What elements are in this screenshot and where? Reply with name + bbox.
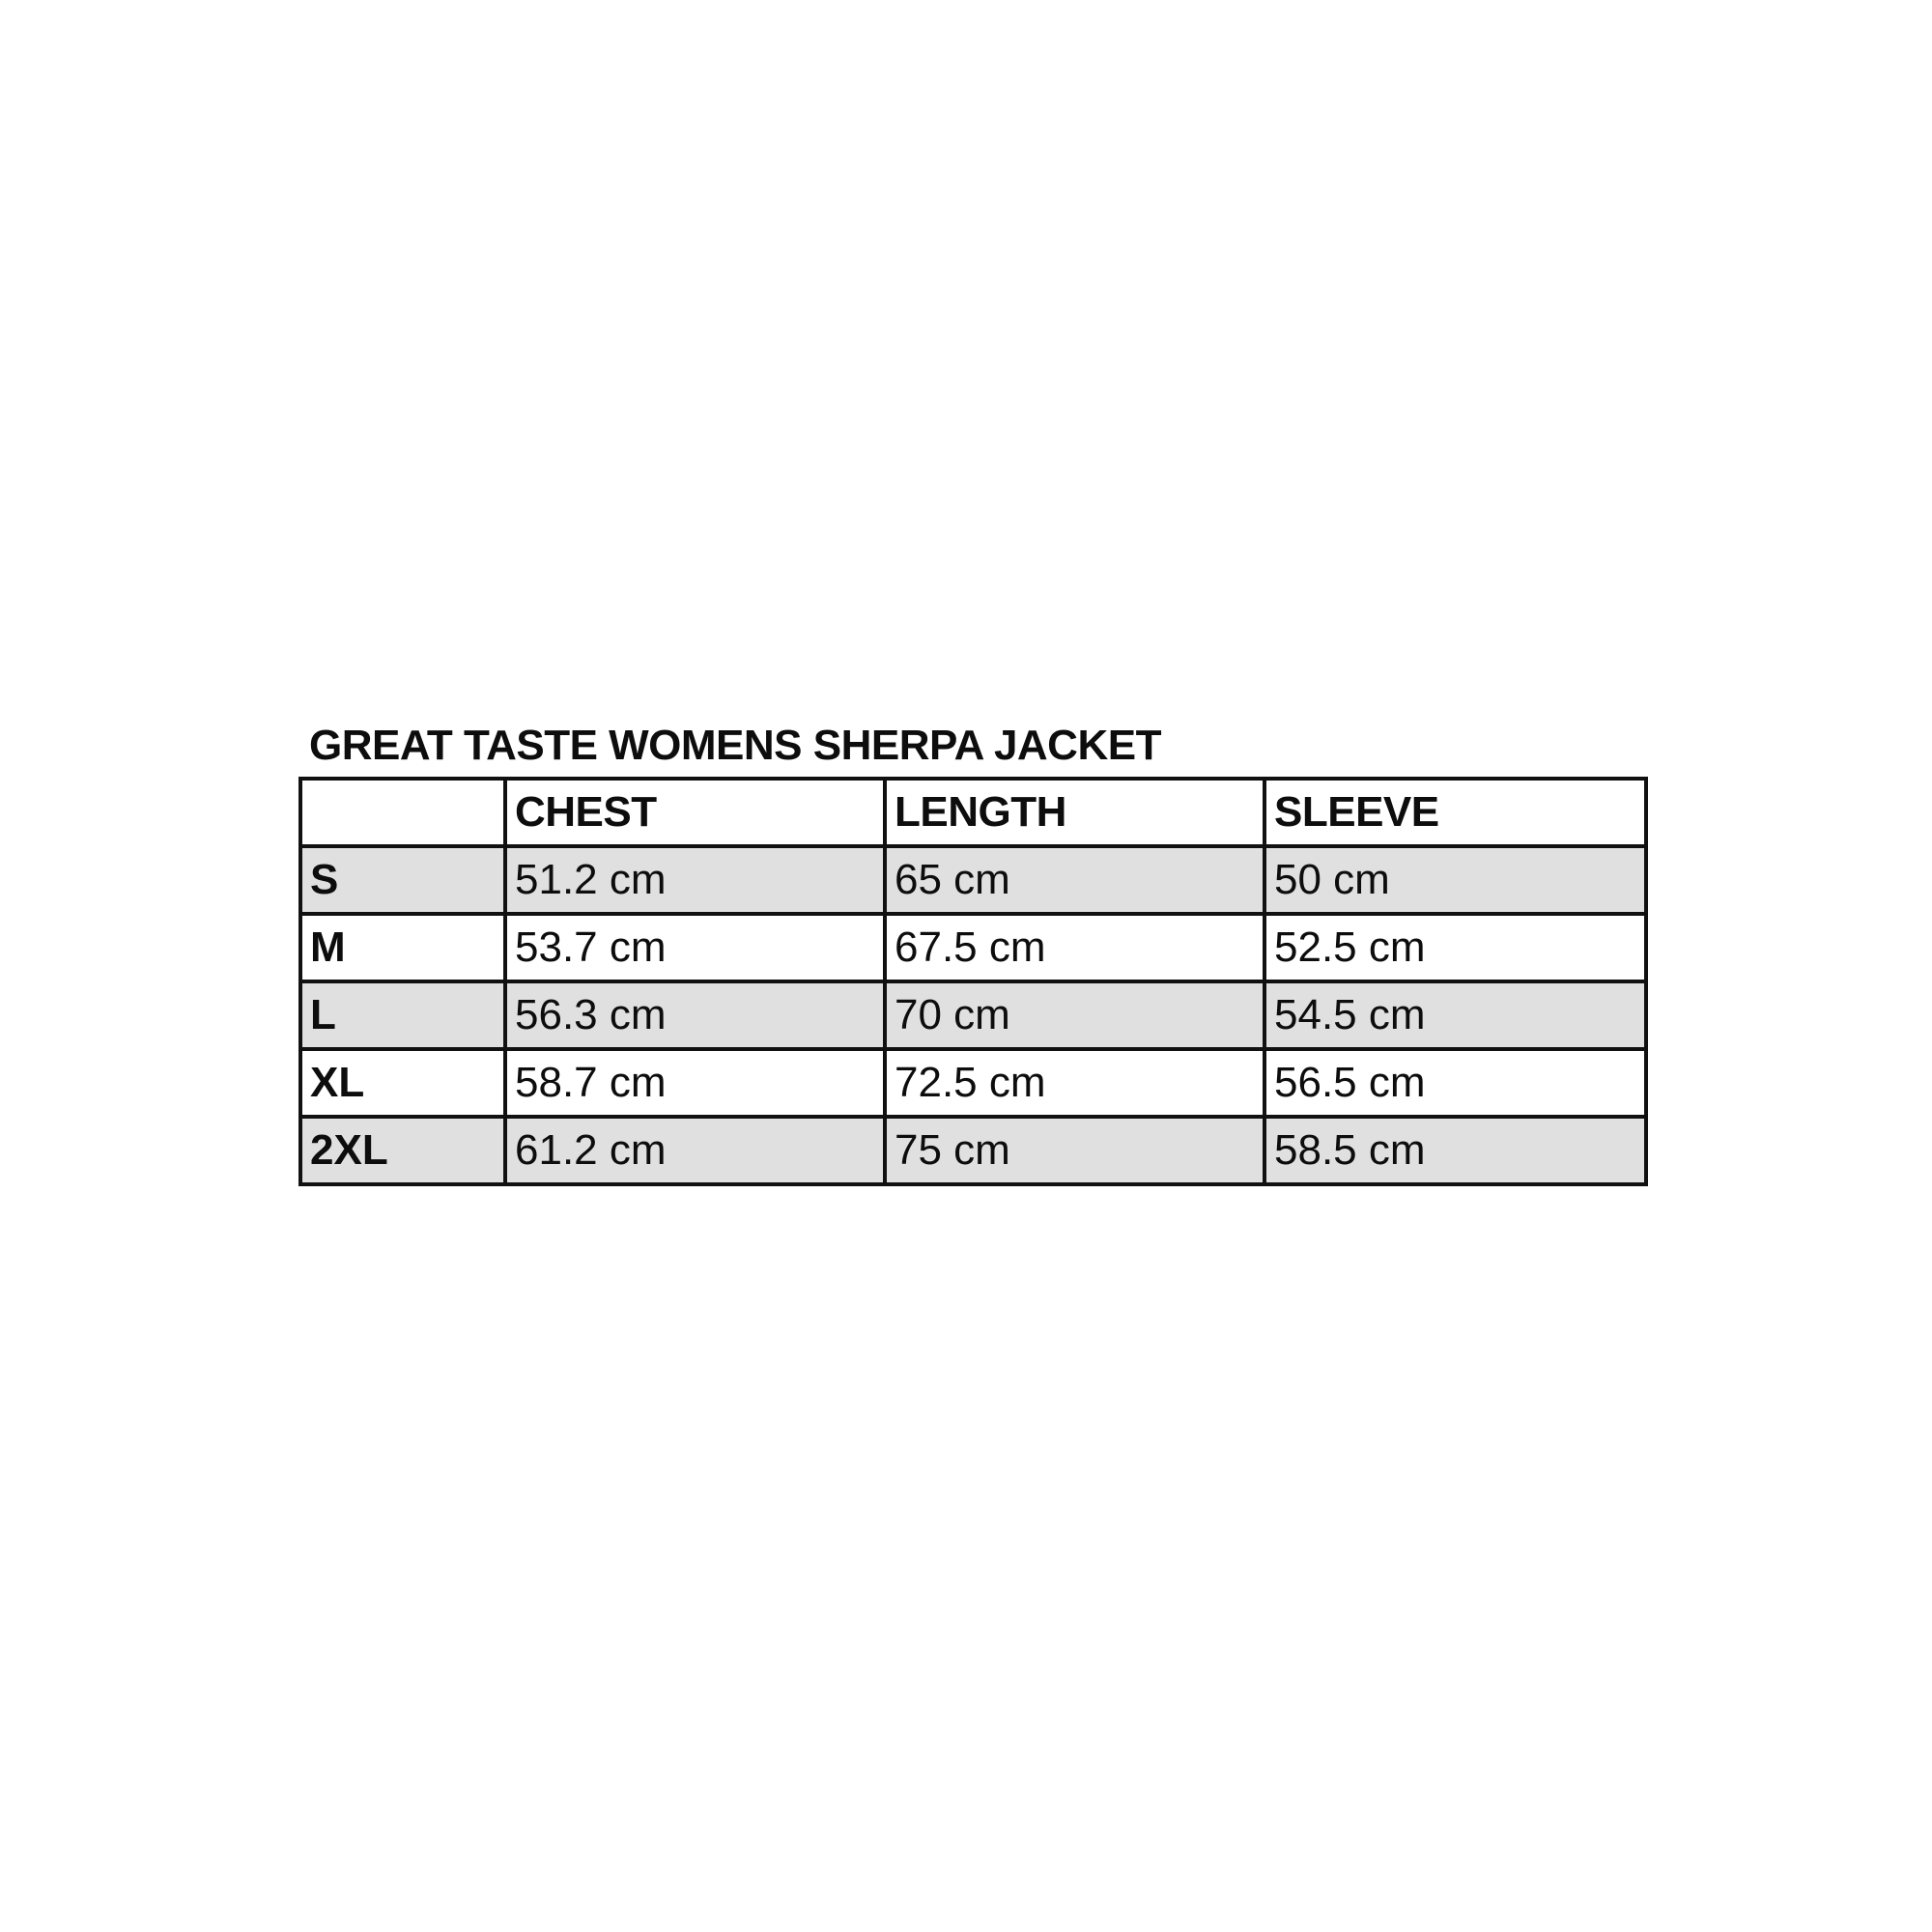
table-row <box>300 1049 1646 1117</box>
header-cell-size <box>300 779 505 846</box>
sleeve-cell: 50 cm <box>1264 846 1646 914</box>
sleeve-cell: 56.5 cm <box>1264 1049 1646 1117</box>
chest-cell: 58.7 cm <box>505 1049 885 1117</box>
table-row <box>300 1117 1646 1184</box>
sleeve-cell: 54.5 cm <box>1264 981 1646 1049</box>
header-cell-chest: CHEST <box>505 779 885 846</box>
size-cell: S <box>300 846 505 914</box>
table-header-row <box>300 779 1646 846</box>
size-chart <box>298 721 1644 1186</box>
header-cell-length: LENGTH <box>885 779 1264 846</box>
chest-cell: 56.3 cm <box>505 981 885 1049</box>
size-cell: XL <box>300 1049 505 1117</box>
size-cell: M <box>300 914 505 981</box>
table-row <box>300 981 1646 1049</box>
chart-title: GREAT TASTE WOMENS SHERPA JACKET <box>309 722 1161 769</box>
table-row <box>300 914 1646 981</box>
chest-cell: 53.7 cm <box>505 914 885 981</box>
chest-cell: 51.2 cm <box>505 846 885 914</box>
header-cell-sleeve: SLEEVE <box>1264 779 1646 846</box>
chest-cell: 61.2 cm <box>505 1117 885 1184</box>
length-cell: 67.5 cm <box>885 914 1264 981</box>
length-cell: 75 cm <box>885 1117 1264 1184</box>
length-cell: 65 cm <box>885 846 1264 914</box>
sleeve-cell: 58.5 cm <box>1264 1117 1646 1184</box>
length-cell: 70 cm <box>885 981 1264 1049</box>
size-cell: L <box>300 981 505 1049</box>
sleeve-cell: 52.5 cm <box>1264 914 1646 981</box>
size-cell: 2XL <box>300 1117 505 1184</box>
table-row <box>300 846 1646 914</box>
size-table <box>298 777 1648 1186</box>
length-cell: 72.5 cm <box>885 1049 1264 1117</box>
